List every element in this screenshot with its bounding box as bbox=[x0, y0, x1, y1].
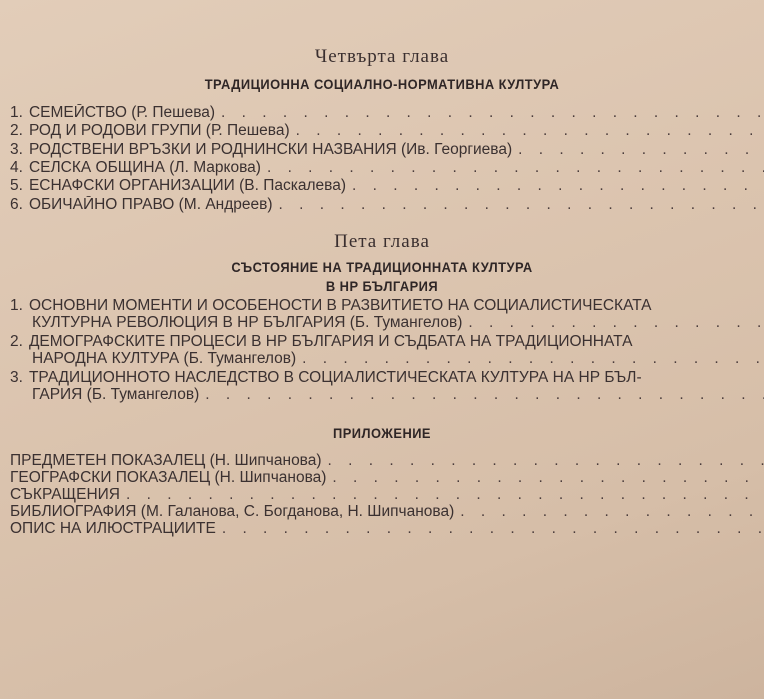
item-title: РОДСТВЕНИ ВРЪЗКИ И РОДНИНСКИ НАЗВАНИЯ (Ив. Георгиева) bbox=[28, 140, 513, 158]
dot-leader bbox=[322, 452, 764, 470]
toc-entry-continuation bbox=[10, 314, 764, 332]
toc-entry bbox=[10, 177, 764, 195]
appendix-item: СЪКРАЩЕНИЯ bbox=[10, 486, 120, 503]
toc-entry bbox=[10, 503, 764, 521]
item-title: РОД И РОДОВИ ГРУПИ (Р. Пешева) bbox=[28, 122, 290, 140]
dot-leader bbox=[462, 314, 764, 332]
item-number: 2. bbox=[10, 333, 23, 350]
dot-leader bbox=[512, 141, 764, 159]
appendix-item: БИБЛИОГРАФИЯ (М. Галанова, С. Богданова, Н. Шипчанова) bbox=[10, 503, 455, 520]
dot-leader bbox=[346, 177, 764, 195]
toc-entry bbox=[10, 196, 764, 214]
dot-leader bbox=[454, 503, 764, 521]
toc-entry bbox=[10, 486, 764, 504]
appendix-item: ОПИС НА ИЛЮСТРАЦИИТЕ bbox=[10, 520, 216, 537]
toc-entry-continuation bbox=[10, 350, 764, 368]
item-number: 4. bbox=[10, 158, 23, 176]
appendix-item: ГЕОГРАФСКИ ПОКАЗАЛЕЦ (Н. Шипчанова) bbox=[10, 469, 327, 486]
item-title: СЕМЕЙСТВО (Р. Пешева) bbox=[28, 104, 216, 121]
chapter-5-title-line2: В НР БЪЛГАРИЯ bbox=[325, 278, 439, 294]
appendix-title: ПРИЛОЖЕНИЕ bbox=[333, 425, 431, 441]
toc-entry bbox=[10, 520, 764, 538]
toc-entry bbox=[10, 452, 764, 470]
toc-entry bbox=[10, 369, 764, 387]
chapter-5-label: Пета глава bbox=[334, 231, 430, 252]
item-title-line2: КУЛТУРНА РЕВОЛЮЦИЯ В НР БЪЛГАРИЯ (Б. Тумангелов) bbox=[32, 314, 463, 331]
item-number: 1. bbox=[10, 104, 23, 121]
item-number: 5. bbox=[10, 177, 23, 195]
item-title-line1: ТРАДИЦИОННОТО НАСЛЕДСТВО В СОЦИАЛИСТИЧЕСКАТА КУЛТУРА НА НР БЪЛ- bbox=[28, 369, 642, 386]
item-title-line1: ДЕМОГРАФСКИТЕ ПРОЦЕСИ В НР БЪЛГАРИЯ И СЪДБАТА НА ТРАДИЦИОННАТА bbox=[28, 333, 633, 350]
chapter-4-label: Четвърта глава bbox=[314, 46, 450, 67]
dot-leader bbox=[296, 350, 764, 368]
toc-entry-continuation bbox=[10, 386, 764, 404]
item-title-line2: ГАРИЯ (Б. Тумангелов) bbox=[32, 386, 200, 403]
toc-entry bbox=[10, 333, 764, 351]
dot-leader bbox=[326, 469, 764, 487]
item-title: СЕЛСКА ОБЩИНА (Л. Маркова) bbox=[28, 158, 261, 176]
item-number: 2. bbox=[10, 122, 23, 140]
chapter-4-title: ТРАДИЦИОННА СОЦИАЛНО-НОРМАТИВНА КУЛТУРА bbox=[204, 76, 560, 92]
dot-leader bbox=[273, 196, 764, 214]
dot-leader bbox=[290, 122, 764, 140]
toc-entry bbox=[10, 297, 764, 315]
item-number: 1. bbox=[10, 297, 23, 314]
dot-leader bbox=[216, 520, 764, 538]
item-title-line2: НАРОДНА КУЛТУРА (Б. Тумангелов) bbox=[32, 350, 297, 367]
toc-entry bbox=[10, 159, 764, 177]
item-number: 3. bbox=[10, 140, 23, 158]
chapter-5-title-line1: СЪСТОЯНИЕ НА ТРАДИЦИОННАТА КУЛТУРА bbox=[231, 259, 533, 275]
dot-leader bbox=[261, 159, 764, 177]
dot-leader bbox=[120, 486, 764, 504]
dot-leader bbox=[199, 386, 764, 404]
toc-entry bbox=[10, 141, 764, 159]
toc-entry bbox=[10, 122, 764, 140]
appendix-item: ПРЕДМЕТЕН ПОКАЗАЛЕЦ (Н. Шипчанова) bbox=[10, 452, 322, 469]
item-title: ЕСНАФСКИ ОРГАНИЗАЦИИ (В. Паскалева) bbox=[28, 177, 346, 195]
toc-entry bbox=[10, 104, 764, 122]
toc-entry bbox=[10, 469, 764, 487]
dot-leader bbox=[215, 104, 764, 122]
item-title: ОБИЧАЙНО ПРАВО (М. Андреев) bbox=[28, 195, 273, 213]
item-title-line1: ОСНОВНИ МОМЕНТИ И ОСОБЕНОСТИ В РАЗВИТИЕТО НА СОЦИАЛИСТИЧЕСКАТА bbox=[28, 297, 652, 314]
item-number: 6. bbox=[10, 195, 23, 213]
item-number: 3. bbox=[10, 369, 23, 386]
